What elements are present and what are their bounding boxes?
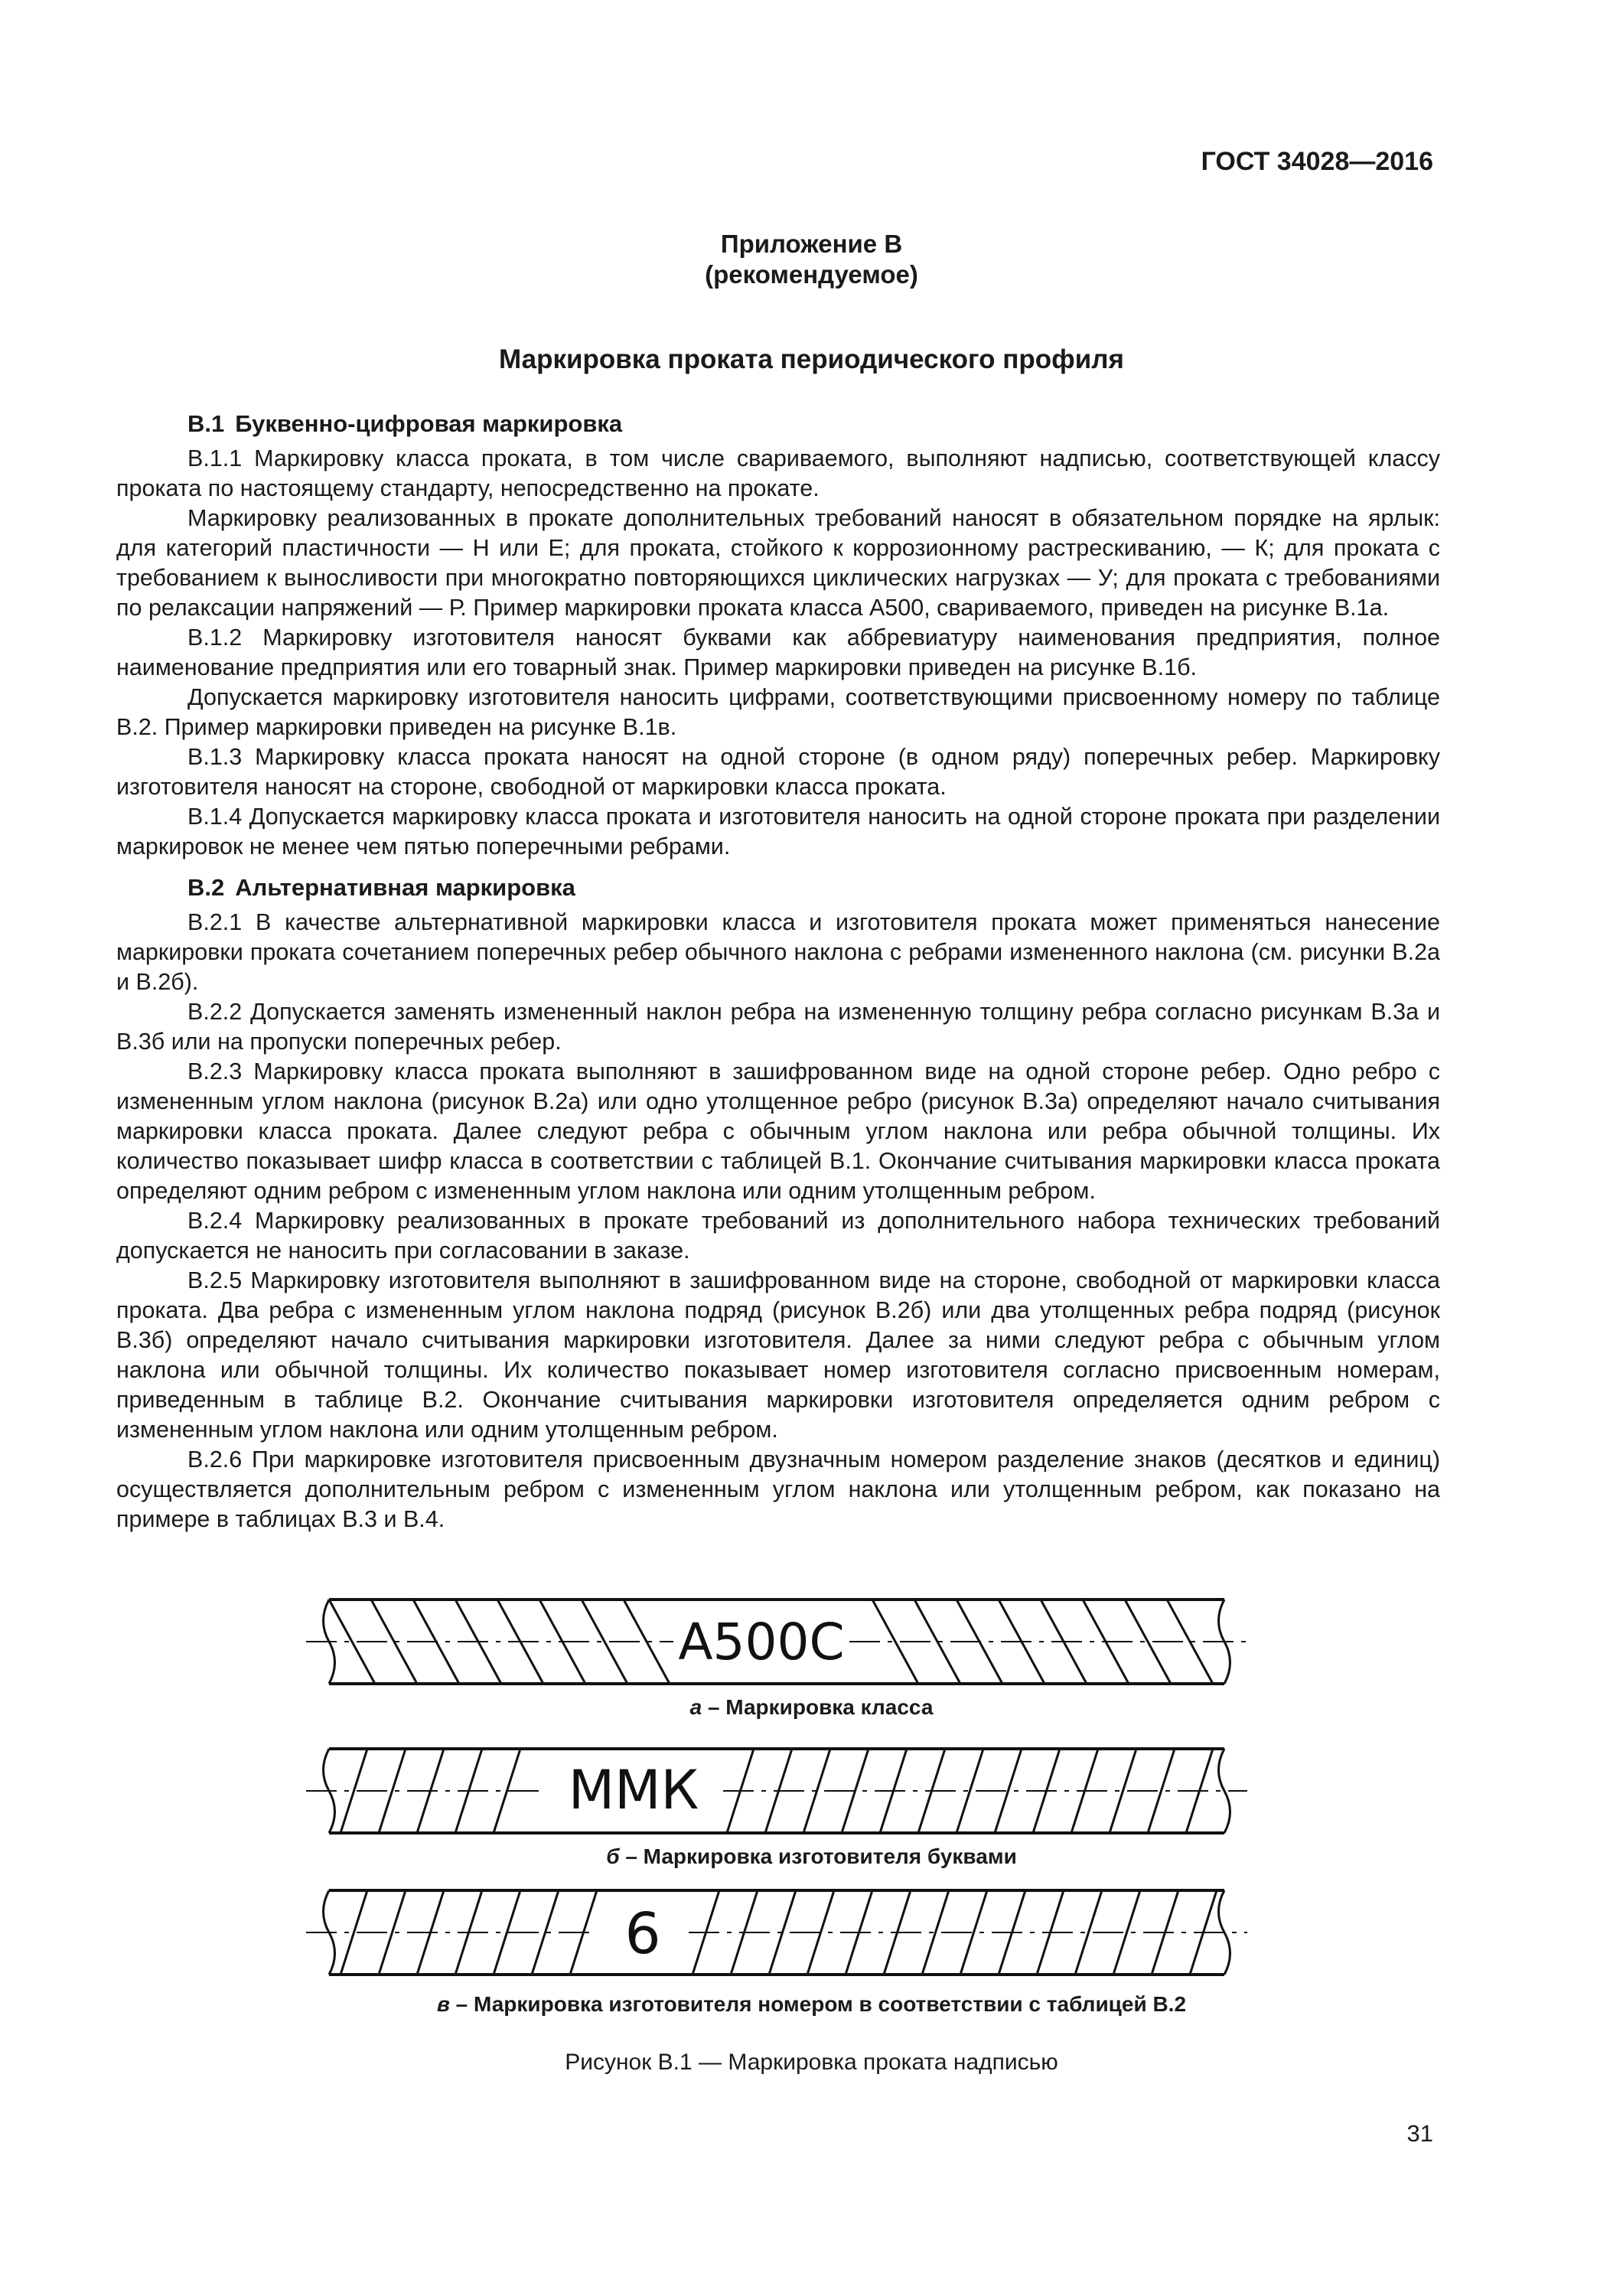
section-heading-b1: В.1 Буквенно-цифровая маркировка bbox=[187, 410, 623, 437]
page-number: 31 bbox=[1406, 2120, 1433, 2147]
appendix-status: (рекомендуемое) bbox=[705, 260, 918, 289]
paragraph-b2-1: В.2.1 В качестве альтернативной маркировки класса и изготовителя проката может применяться нанесение маркировки проката сочетанием поперечных ребер обычного наклона с ребрами измененного наклона (см. рисунки В.2а и В.2б). bbox=[116, 909, 1440, 995]
paragraph-b2-3: В.2.3 Маркировку класса проката выполняют в зашифрованном виде на одной стороне ребер. Одно ребро с измененным углом наклона (рисунок В.2а) или одно утолщенное ребро (рисунок В.3а) определяют начало считывания маркировки класса проката. Далее следуют ребра с обычным углом наклона или ребра обычной толщины. Их количество показывает шифр класса в соответствии с таблицей В.1. Окончание считывания маркировки класса проката определяют одним ребром с измененным углом наклона или одним утолщенным ребром. bbox=[116, 1058, 1440, 1204]
figure-caption-a: а – Маркировка класса bbox=[689, 1695, 934, 1719]
rebar-mark-text: 6 bbox=[624, 1901, 661, 1967]
paragraph-b2-5: В.2.5 Маркировку изготовителя выполняют в зашифрованном виде на стороне, свободной от маркировки класса проката. Два ребра с измененным углом наклона подряд (рисунок В.2б) или два утолщенных ребра подряд (рисунок В.3б) определяют начало считывания маркировки изготовителя. Далее за ними следуют ребра с обычным углом наклона или обычной толщины. Их количество показывает номер изготовителя согласно присвоенным номерам, приведенным в таблице В.2. Окончание считывания маркировки изготовителя определяется одним ребром с измененным углом наклона или одним утолщенным ребром. bbox=[116, 1267, 1440, 1443]
figure-caption: Рисунок В.1 — Маркировка проката надписью bbox=[565, 2050, 1058, 2075]
rebar-mark-text: ММК bbox=[568, 1759, 699, 1821]
paragraph-b1-1-labels: Маркировку реализованных в прокате дополнительных требований наносят в обязательном порядке на ярлык: для категорий пластичности — Н или Е; для проката, стойкого к коррозионному растрескиванию, — К; для проката с требованием к выносливости при многократно повторяющихся циклических нагрузках — У; для проката с требованиями по релаксации напряжений — Р. Пример маркировки проката класса А500, свариваемого, приведен на рисунке В.1а. bbox=[116, 505, 1440, 621]
rebar-mark-text: А500С bbox=[678, 1613, 845, 1671]
section-heading-b2: В.2 Альтернативная маркировка bbox=[187, 874, 575, 901]
paragraph-b1-3: В.1.3 Маркировку класса проката наносят на одной стороне (в одном ряду) поперечных ребер. Маркировку изготовителя наносят на стороне, свободной от маркировки класса проката. bbox=[116, 744, 1440, 800]
paragraph-b2-4: В.2.4 Маркировку реализованных в прокате требований из дополнительного набора технических требований допускается не наносить при согласовании в заказе. bbox=[116, 1208, 1440, 1264]
figure-caption-b: б – Маркировка изготовителя буквами bbox=[606, 1844, 1017, 1868]
appendix-label: Приложение В bbox=[720, 230, 903, 258]
rebar-drawing-manufacturer-number bbox=[306, 1883, 1247, 1982]
paragraph-b2-2: В.2.2 Допускается заменять измененный наклон ребра на измененную толщину ребра согласно рисункам В.3а и В.3б или на пропуски поперечных ребер. bbox=[116, 999, 1440, 1055]
figure-caption-c: в – Маркировка изготовителя номером в соответствии с таблицей В.2 bbox=[436, 1992, 1187, 2016]
rebar-drawing-class bbox=[306, 1592, 1247, 1691]
page-title: Маркировка проката периодического профиля bbox=[499, 344, 1124, 374]
standard-code: ГОСТ 34028—2016 bbox=[1201, 147, 1433, 176]
paragraph-b1-4: В.1.4 Допускается маркировку класса проката и изготовителя наносить на одной стороне проката при разделении маркировок не менее чем пятью поперечными ребрами. bbox=[116, 804, 1440, 859]
rebar-drawing-manufacturer-letters bbox=[306, 1741, 1247, 1841]
paragraph-b1-2-digits: Допускается маркировку изготовителя наносить цифрами, соответствующими присвоенному номеру по таблице В.2. Пример маркировки приведен на рисунке В.1в. bbox=[116, 684, 1440, 740]
paragraph-b2-6: В.2.6 При маркировке изготовителя присвоенным двузначным номером разделение знаков (десятков и единиц) осуществляется дополнительным ребром с измененным углом наклона или утолщенным ребром, как показано на примере в таблицах В.3 и В.4. bbox=[116, 1446, 1440, 1532]
paragraph-b1-1: В.1.1 Маркировку класса проката, в том числе свариваемого, выполняют надписью, соответствующей классу проката по настоящему стандарту, непосредственно на прокате. bbox=[116, 445, 1440, 501]
paragraph-b1-2: В.1.2 Маркировку изготовителя наносят буквами как аббревиатуру наименования предприятия, полное наименование предприятия или его товарный знак. Пример маркировки приведен на рисунке В.1б. bbox=[116, 625, 1440, 680]
document-body bbox=[116, 398, 1440, 1534]
